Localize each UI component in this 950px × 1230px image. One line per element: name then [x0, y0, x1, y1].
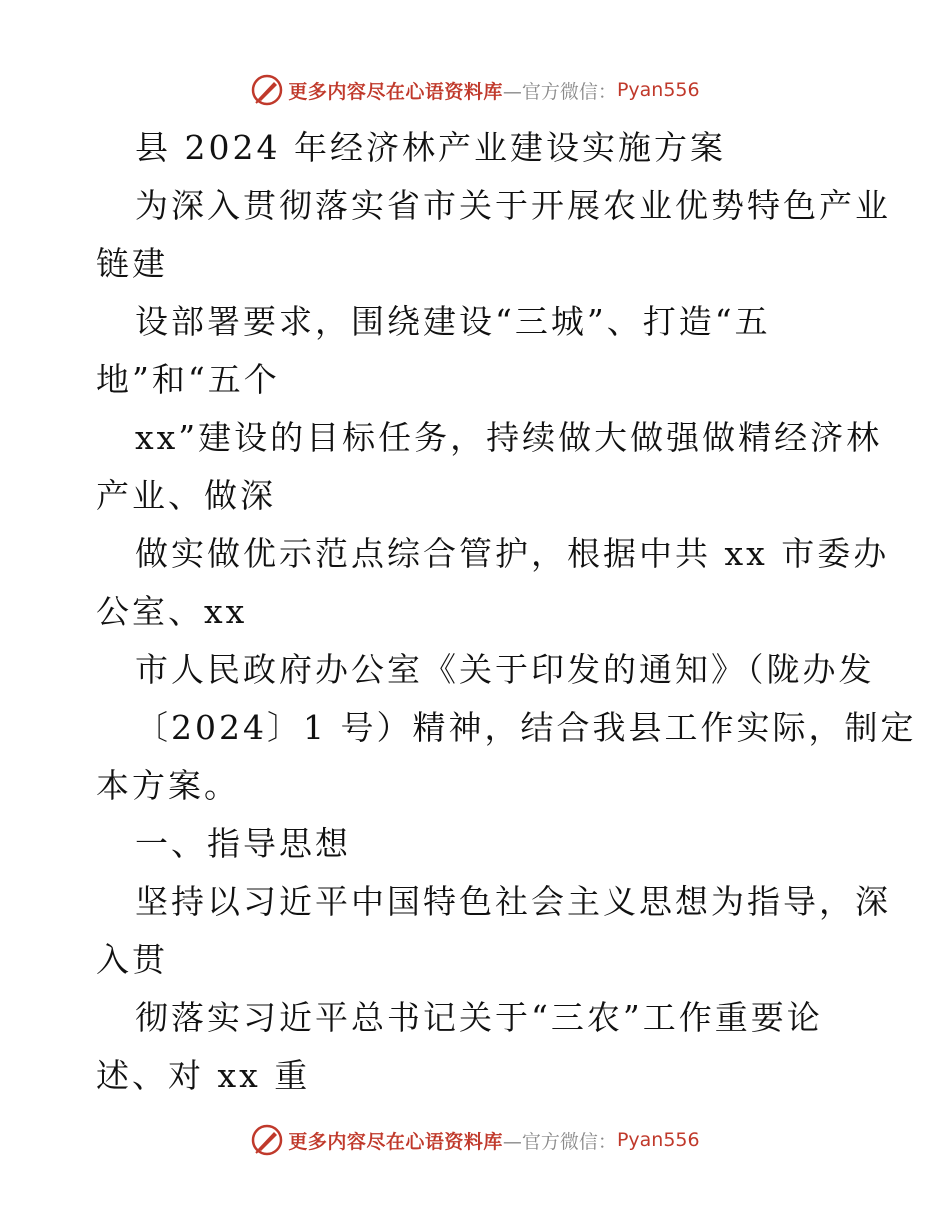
quill-pen-circle-icon [250, 1123, 284, 1157]
banner-title: 更多内容尽在心语资料库 [288, 1130, 503, 1153]
banner-wechat-id: Pyan556 [616, 79, 700, 101]
paragraph-line: 做实做优示范点综合管护，根据中共 xx 市委办 [135, 534, 890, 573]
paragraph-line: 入贯 [96, 940, 168, 979]
paragraph-line: 公室、xx [96, 592, 248, 631]
banner-wechat-id: Pyan556 [616, 1129, 700, 1151]
paragraph-line: 链建 [96, 244, 168, 283]
paragraph-line: 述、对 xx 重 [96, 1056, 311, 1095]
paragraph-line: 本方案。 [96, 766, 240, 805]
banner-dash: —官方微信： [502, 80, 617, 103]
section-heading: 一、指导思想 [135, 824, 351, 863]
paragraph-line: 彻落实习近平总书记关于“三农”工作重要论 [135, 998, 823, 1037]
paragraph-line: 设部署要求，围绕建设“三城”、打造“五 [135, 302, 771, 341]
paragraph-line: 产业、做深 [96, 476, 276, 515]
banner-title: 更多内容尽在心语资料库 [288, 80, 503, 103]
paragraph-line: xx”建设的目标任务，持续做大做强做精经济林 [135, 418, 883, 457]
paragraph-line: 地”和“五个 [96, 360, 280, 399]
footer-banner [0, 1120, 950, 1160]
banner-dash: —官方微信： [502, 1130, 617, 1153]
paragraph-line: 〔2024〕1 号）精神，结合我县工作实际，制定 [135, 708, 917, 747]
document-title: 县 2024 年经济林产业建设实施方案 [135, 128, 726, 167]
header-banner [0, 70, 950, 110]
paragraph-line: 坚持以习近平中国特色社会主义思想为指导，深 [135, 882, 891, 921]
paragraph-line: 市人民政府办公室《关于印发的通知》（陇办发 [135, 650, 875, 689]
paragraph-line: 为深入贯彻落实省市关于开展农业优势特色产业 [135, 186, 891, 225]
quill-pen-circle-icon [250, 73, 284, 107]
